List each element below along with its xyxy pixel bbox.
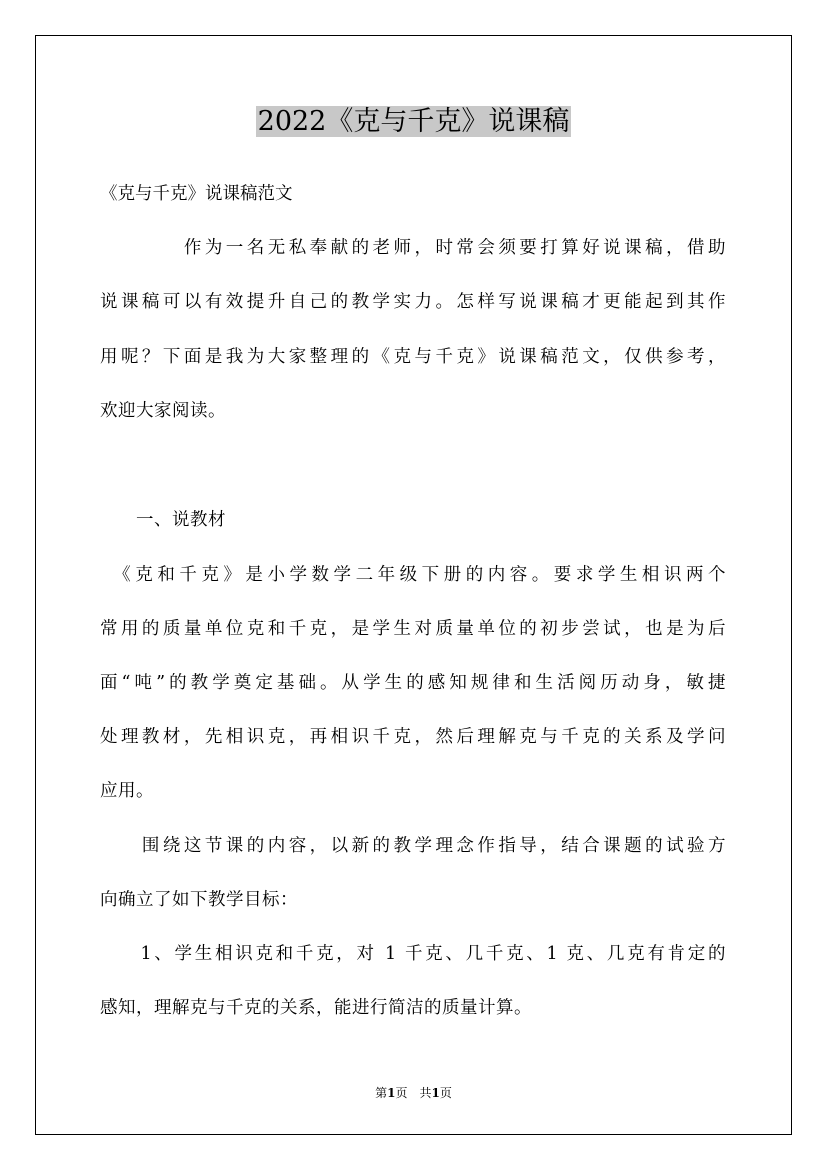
paragraph-line: 作为一名无私奉献的老师，时常会须要打算好说课稿，借助 [100,238,726,258]
paragraph-line: 《克和千克》是小学数学二年级下册的内容。要求学生相识两个 [100,565,726,585]
footer-label: 第 [375,1086,388,1100]
paragraph-line: 欢迎大家阅读。 [100,401,226,421]
footer-page-number: 1 [387,1086,396,1100]
document-subtitle: 《克与千克》说课稿范文 [100,184,293,204]
footer-label: 页 [439,1086,452,1100]
footer-page-total: 1 [431,1086,440,1100]
paragraph-line: 围绕这节课的内容，以新的教学理念作指导，结合课题的试验方 [100,836,726,856]
paragraph-line: 1、学生相识克和千克，对 1 千克、几千克、1 克、几克有肯定的 [100,944,726,964]
paragraph-line: 说课稿可以有效提升自己的教学实力。怎样写说课稿才更能起到其作 [100,292,726,312]
document-title [0,102,827,142]
footer-label: 页 共 [395,1086,432,1100]
paragraph-line: 常用的质量单位克和千克，是学生对质量单位的初步尝试，也是为后 [100,619,726,639]
paragraph-line: 应用。 [100,781,154,801]
paragraph-line: 处理教材，先相识克，再相识千克，然后理解克与千克的关系及学问 [100,727,726,747]
paragraph-line: 面“吨”的教学奠定基础。从学生的感知规律和生活阅历动身，敏捷 [100,673,726,693]
page-footer [0,1085,827,1101]
paragraph-line: 用呢？下面是我为大家整理的《克与千克》说课稿范文，仅供参考， [100,347,726,367]
document-title-text: 2022《克与千克》说课稿 [257,106,570,137]
paragraph-line: 感知，理解克与千克的关系，能进行简洁的质量计算。 [100,998,532,1018]
paragraph-line: 向确立了如下教学目标： [100,890,298,910]
section-heading: 一、说教材 [100,510,226,530]
